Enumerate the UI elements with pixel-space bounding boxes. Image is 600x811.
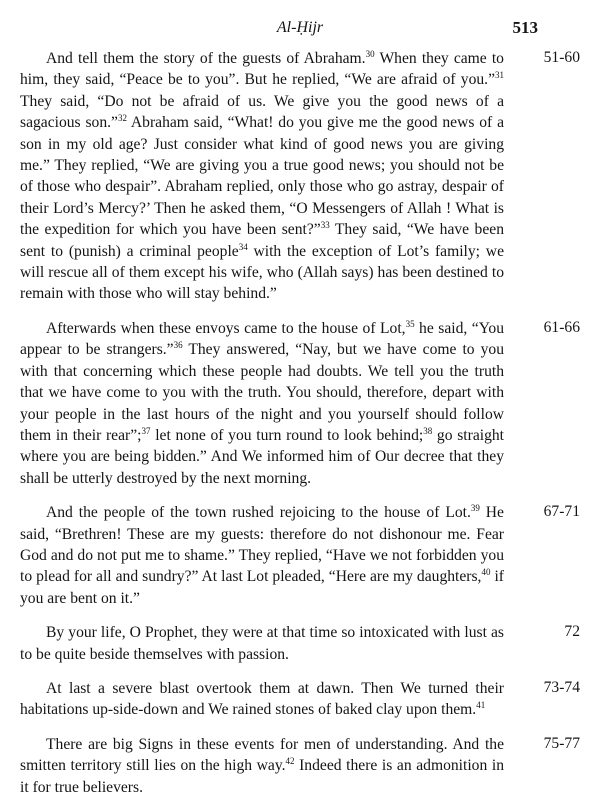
paragraph-block xyxy=(20,502,580,609)
verse-reference: 72 xyxy=(564,623,580,641)
footnote-marker: 41 xyxy=(476,700,486,711)
verse-reference: 51-60 xyxy=(543,49,580,66)
text-run: go straight where you are being bidden.” And We informed him of Our decree that they shall be utterly destroyed by the next morning. xyxy=(20,426,504,487)
text-run: They answered, “Nay, but we have come to you with that concerning which these people had doubts. We tell you the truth that we have come to you with the truth. You should, therefore, depart with your people in the last hours of the night and you yourself should follow them in their rear”; xyxy=(20,341,504,444)
paragraph xyxy=(20,622,504,665)
page-number: 513 xyxy=(512,18,538,37)
text-run: By your life, O Prophet, they were at that time so intoxicated with lust as to be quite beside themselves with passion. xyxy=(20,624,504,663)
paragraph-block xyxy=(20,48,580,305)
text-run: with the exception of Lot’s family; we will rescue all of them except his wife, who (Allah says) has been destined to remain with those who will stay behind.” xyxy=(20,242,504,303)
paragraph-block xyxy=(20,678,580,721)
footnote-marker: 32 xyxy=(117,113,127,124)
verse-reference: 75-77 xyxy=(543,734,580,752)
text-run: They said, “Do not be afraid of us. We give you the good news of a sagacious son.” xyxy=(20,92,504,132)
footnote-marker: 36 xyxy=(173,340,183,351)
paragraph xyxy=(20,48,504,305)
verse-reference: 61-66 xyxy=(543,318,580,336)
footnote-marker: 37 xyxy=(141,425,151,436)
verse-reference: 73-74 xyxy=(543,678,580,696)
text-run: if you are bent on it.” xyxy=(20,568,504,607)
paragraph-block xyxy=(20,318,580,489)
paragraph xyxy=(20,502,504,609)
verse-reference: 67-71 xyxy=(543,503,580,521)
text-run: let none of you turn round to look behind; xyxy=(150,426,424,444)
text-run: They said, “We have been sent to (punish) a criminal people xyxy=(20,221,504,260)
text-run: There are big Signs in these events for men of understanding. And the smitten territory still lies on the high way. xyxy=(20,735,504,775)
paragraph-block xyxy=(20,622,580,665)
paragraph xyxy=(20,678,504,721)
text-run: And tell them the story of the guests of Abraham. xyxy=(46,50,366,67)
text-run: He said, “Brethren! These are my guests: therefore do not dishonour me. Fear God and do not put me to shame.” They replied, “Have we not forbidden you to plead for all and sundry?” At last Lot pleaded, “Here are my daughters, xyxy=(20,504,504,586)
footnote-marker: 33 xyxy=(320,220,330,231)
text-run: Afterwards when these envoys came to the house of Lot, xyxy=(46,319,406,337)
paragraph-block xyxy=(20,734,580,798)
body-text xyxy=(20,48,580,811)
footnote-marker: 42 xyxy=(285,756,295,767)
text-run: When they came to him, they said, “Peace be to you”. But he replied, “We are afraid of you.” xyxy=(20,50,504,89)
footnote-marker: 30 xyxy=(365,49,375,59)
page-header xyxy=(0,16,600,40)
text-run: At last a severe blast overtook them at dawn. Then We turned their habitations up-side-down and We rained stones of baked clay upon them. xyxy=(20,679,504,719)
footnote-marker: 39 xyxy=(470,503,480,514)
footnote-marker: 34 xyxy=(238,241,248,252)
paragraph xyxy=(20,734,504,798)
paragraph xyxy=(20,318,504,489)
text-run: he said, “You appear to be strangers.” xyxy=(20,319,504,359)
footnote-marker: 40 xyxy=(481,567,491,578)
footnote-marker: 35 xyxy=(405,318,415,329)
text-run: Indeed there is an admonition in it for true believers. xyxy=(20,757,504,796)
text-run: And the people of the town rushed rejoicing to the house of Lot. xyxy=(46,504,471,522)
running-title: Al-Ḥijr xyxy=(276,19,324,36)
footnote-marker: 38 xyxy=(423,425,433,436)
footnote-marker: 31 xyxy=(495,70,504,81)
text-run: Abraham said, “What! do you give me the good news of a son in my old age? Just consider what kind of good news you are giving me.” They replied, “We are giving you a true good news; you should not be of those who despair”. Abraham replied, only those who go astray, despair of their Lord’s Mercy?’ Then he asked them, “O Messengers of Allah ! What is the expedition for which you have been sent?” xyxy=(20,114,504,239)
